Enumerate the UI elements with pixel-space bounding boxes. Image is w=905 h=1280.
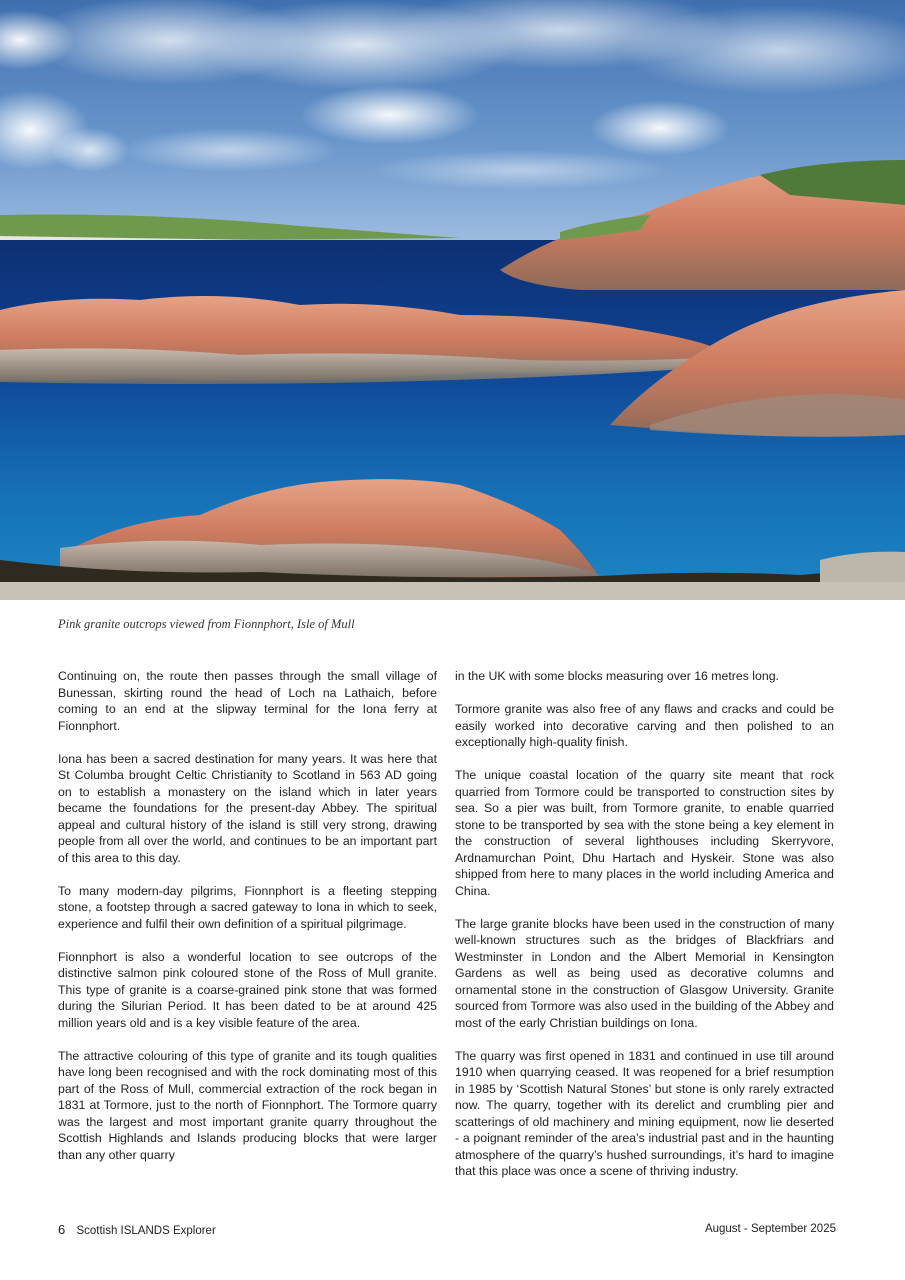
article-column-right bbox=[455, 668, 834, 1196]
publication-name: Scottish ISLANDS Explorer bbox=[76, 1225, 216, 1237]
page-number: 6 bbox=[58, 1222, 66, 1237]
hero-photo bbox=[0, 0, 905, 600]
article-paragraph: The unique coastal location of the quarry site meant that rock quarried from Tormore could be transported to construction sites by sea. So a pier was built, from Tormore granite, to enable quarried stone to be transported by sea with the stone being a key element in the construction of several lighthouses including Skerryvore, Ardnamurchan Point, Dhu Hartach and Hyskeir. Stone was also shipped from here to many places in the world including America and China. bbox=[455, 768, 834, 898]
article-paragraph: The large granite blocks have been used in the construction of many well-known structures such as the bridges of Blackfriars and Westminster in London and the Albert Memorial in Kensington Gardens as well as being used as decorative columns and ornamental stone in the construction of Glasgow University. Granite sourced from Tormore was also used in the building of the Abbey and most of the early Christian buildings on Iona. bbox=[455, 916, 834, 1030]
article-paragraph: The attractive colouring of this type of granite and its tough qualities have long been recognised and with the rock dominating most of this part of the Ross of Mull, commercial extraction of the rock began in 1831 at Tormore, just to the north of Fionnphort. The Tormore quarry was the largest and most important granite quarry throughout the Scottish Highlands and Islands producing blocks that were larger than any other quarry bbox=[58, 1048, 437, 1162]
footer-publication bbox=[58, 1222, 216, 1237]
article-column-left bbox=[58, 668, 437, 1180]
article-paragraph: Tormore granite was also free of any flaws and cracks and could be easily worked into decorative carving and then polished to an exceptionally high-quality finish. bbox=[455, 702, 834, 749]
article-paragraph: Iona has been a sacred destination for many years. It was here that St Columba brought Celtic Christianity to Scotland in 563 AD going on to establish a monastery on the island which in later years became the foundations for the present-day Abbey. The spiritual appeal and cultural history of the island is still very strong, drawing people from all over the world, and continues to be an important part of this area to this day. bbox=[58, 751, 437, 865]
photo-caption: Pink granite outcrops viewed from Fionnphort, Isle of Mull bbox=[58, 617, 355, 631]
article-paragraph: The quarry was first opened in 1831 and continued in use till around 1910 when quarrying ceased. It was reopened for a brief resumption in 1985 by ‘Scottish Natural Stones’ but stone is only rarely extracted now. The quarry, together with its derelict and crumbling pier and scatterings of old machinery and mining equipment, now lie deserted - a poignant reminder of the area’s industrial past and in the haunting atmosphere of the quarry’s hushed surroundings, it’s hard to imagine that this place was once a scene of thriving industry. bbox=[455, 1048, 834, 1178]
page-footer bbox=[58, 1222, 836, 1240]
article-paragraph: in the UK with some blocks measuring over 16 metres long. bbox=[455, 669, 779, 683]
granite-coast-image bbox=[0, 0, 905, 600]
issue-date: August - September 2025 bbox=[704, 1223, 836, 1235]
article-paragraph: Continuing on, the route then passes through the small village of Bunessan, skirting round the head of Loch na Lathaich, before coming to an end at the slipway terminal for the Iona ferry at Fionnphort. bbox=[58, 669, 437, 733]
article-paragraph: Fionnphort is also a wonderful location to see outcrops of the distinctive salmon pink coloured stone of the Ross of Mull granite. This type of granite is a coarse-grained pink stone that was formed during the Silurian Period. It has been dated to be at around 425 million years old and is a key visible feature of the area. bbox=[58, 949, 437, 1030]
article-paragraph: To many modern-day pilgrims, Fionnphort is a fleeting stepping stone, a footstep through a sacred gateway to Iona in which to seek, experience and fulfil their own definition of a spiritual pilgrimage. bbox=[58, 883, 437, 931]
